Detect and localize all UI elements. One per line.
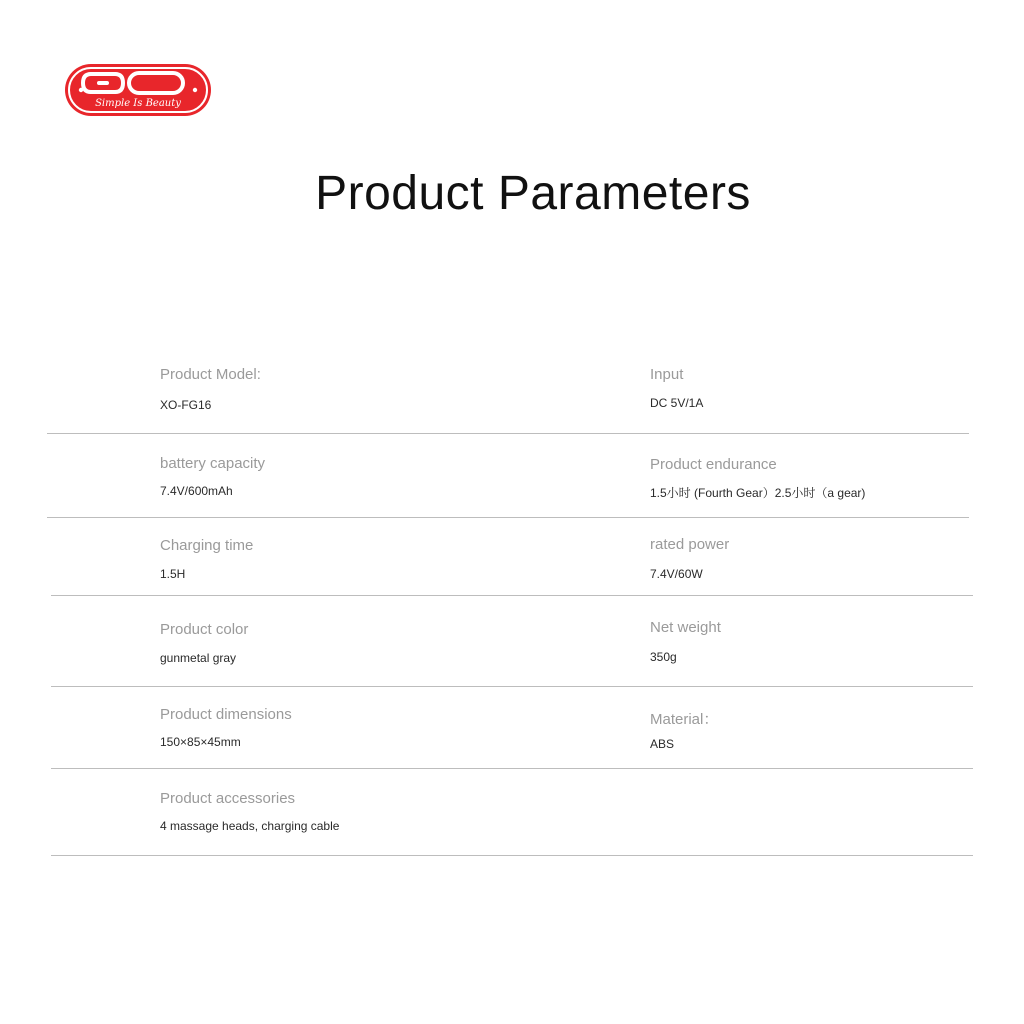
brand-slogan: Simple Is Beauty bbox=[95, 98, 181, 109]
param-value-battery-capacity: 7.4V/600mAh bbox=[160, 484, 233, 498]
param-label-battery-capacity: battery capacity bbox=[160, 455, 266, 472]
param-value-product-model: XO-FG16 bbox=[160, 398, 212, 412]
param-label-product-dimensions: Product dimensions bbox=[160, 706, 292, 723]
param-value-input: DC 5V/1A bbox=[650, 396, 704, 410]
param-value-product-endurance: 1.5小时 (Fourth Gear）2.5小时（a gear) bbox=[650, 486, 866, 500]
param-value-rated-power: 7.4V/60W bbox=[650, 567, 703, 581]
row-divider bbox=[51, 855, 973, 856]
row-divider bbox=[47, 517, 969, 518]
param-value-charging-time: 1.5H bbox=[160, 567, 186, 581]
param-label-rated-power: rated power bbox=[650, 536, 730, 553]
brand-logo bbox=[63, 62, 213, 118]
row-divider bbox=[51, 768, 973, 769]
param-label-net-weight: Net weight bbox=[650, 619, 721, 636]
param-label-product-endurance: Product endurance bbox=[650, 456, 777, 473]
param-label-product-color: Product color bbox=[160, 621, 249, 638]
row-divider bbox=[51, 686, 973, 687]
param-label-material: Material： bbox=[650, 711, 719, 728]
param-label-product-accessories: Product accessories bbox=[160, 790, 296, 807]
param-value-product-color: gunmetal gray bbox=[160, 651, 237, 665]
param-label-product-model: Product Model: bbox=[160, 366, 261, 383]
row-divider bbox=[51, 595, 973, 596]
param-value-product-dimensions: 150×85×45mm bbox=[160, 735, 241, 749]
row-divider bbox=[47, 433, 969, 434]
param-label-charging-time: Charging time bbox=[160, 537, 254, 554]
param-value-product-accessories: 4 massage heads, charging cable bbox=[160, 819, 340, 833]
param-value-net-weight: 350g bbox=[650, 650, 677, 664]
param-value-material: ABS bbox=[650, 737, 675, 751]
param-label-input: Input bbox=[650, 366, 684, 383]
page-title: Product Parameters bbox=[315, 167, 751, 220]
